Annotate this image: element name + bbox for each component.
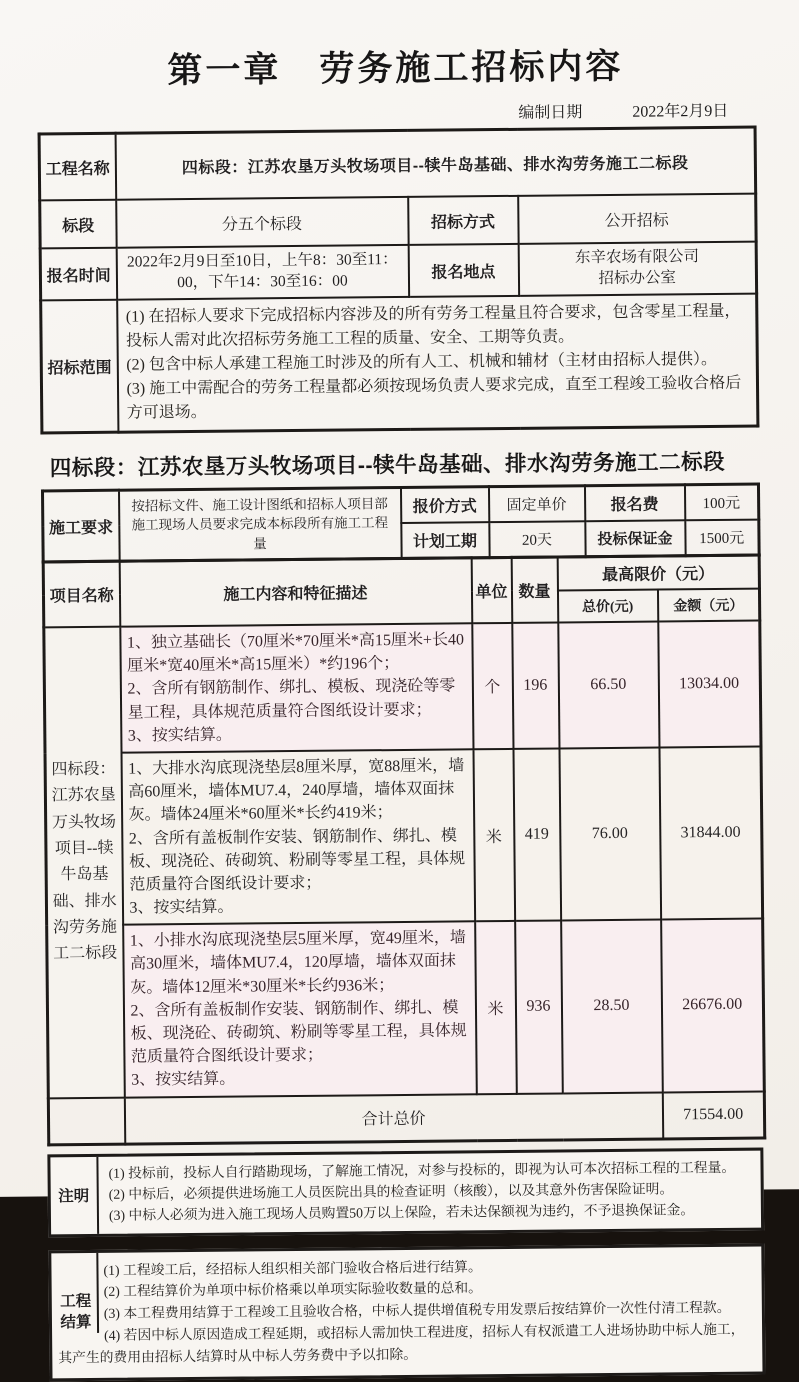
settlement-item: (3) 本工程费用结算于工程竣工且验收合格，中标人提供增值税专用发票后按结算价一次性付清工程款。 — [103, 1300, 731, 1322]
date-value: 2022年2月9日 — [632, 102, 729, 121]
project-name-value: 四标段：江苏农垦万头牧场项目--犊牛岛基础、排水沟劳务施工二标段 — [115, 127, 756, 200]
notes-items — [98, 1150, 761, 1233]
item-group-name: 四标段：江苏农垦万头牧场项目--犊牛岛基础、排水沟劳务施工二标段 — [44, 627, 125, 1098]
item-unit: 米 — [473, 749, 515, 922]
item-unit-price: 76.00 — [559, 747, 661, 920]
col-header-unit-price: 总价(元) — [557, 590, 657, 623]
col-header-amount: 金额（元） — [657, 589, 759, 622]
date-label: 编制日期 — [518, 104, 583, 122]
items-table — [42, 554, 767, 1146]
item-row-3 — [47, 919, 765, 1098]
signup-time-value: 2022年2月9日至10日，上午8：30至11：00，下午14：30至16：00 — [116, 245, 408, 300]
item-amount: 31844.00 — [659, 746, 763, 919]
item-unit: 个 — [472, 623, 513, 749]
col-header-name: 项目名称 — [43, 561, 120, 627]
bid-method-label: 招标方式 — [408, 196, 518, 245]
settlement-items — [51, 1246, 762, 1378]
deposit-label: 投标保证金 — [585, 520, 685, 556]
item-amount: 26676.00 — [661, 919, 765, 1092]
scope-label: 招标范围 — [41, 300, 118, 433]
page-title: 第一章 劳务施工招标内容 — [167, 46, 624, 91]
item-qty: 936 — [515, 921, 563, 1094]
section-value: 分五个标段 — [116, 197, 408, 248]
settlement-label: 工程 结算 — [60, 1292, 92, 1332]
note-item: (1) 投标前，投标人自行踏勘现场，了解施工情况，对参与投标的，即视为认可本次招标工程的工程量。 — [108, 1159, 736, 1181]
item-row-2 — [45, 746, 763, 925]
signup-fee-label: 报名费 — [584, 485, 684, 521]
date-line — [37, 98, 754, 128]
col-header-desc: 施工内容和特征描述 — [119, 558, 472, 627]
total-row — [48, 1091, 764, 1144]
item-desc: 1、小排水沟底现浇垫层5厘米厚，宽49厘米，墙高30厘米，墙体MU7.4，120厚墙，墙体双面抹灰。墙体12厘米*30厘米*长约936米； 2、含所有盖板制作安装、钢筋制作、绑扎、模板、现浇砼、砖砌筑、粉刷等零星工程，具体规范质量符合图纸设计要求； 3、按实结算。 — [123, 922, 477, 1098]
notes-label: 注明 — [50, 1156, 99, 1234]
tender-info-table — [38, 126, 760, 435]
scope-item: (2) 包含中标人承建工程施工时涉及的所有人工、机械和辅材（主材由招标人提供）。 — [126, 350, 718, 374]
bid-method-value: 公开招标 — [518, 194, 756, 244]
deposit-value: 1500元 — [685, 520, 759, 556]
note-item: (3) 中标人必须为进入施工现场人员购置50万以上保险，若未达保额视为违约，不予退换保证金。 — [108, 1202, 695, 1224]
duration-label: 计划工期 — [401, 522, 489, 558]
item-unit-price: 66.50 — [558, 622, 659, 749]
settlement-item: (2) 工程结算价为单项中标价格乘以单项实际验收数量的总和。 — [103, 1280, 483, 1300]
requirements-table — [41, 483, 761, 564]
requirements-label: 施工要求 — [42, 490, 119, 562]
total-empty-cell — [48, 1097, 124, 1144]
signup-row — [40, 242, 756, 301]
settlement-box — [48, 1243, 765, 1381]
total-value: 71554.00 — [662, 1091, 764, 1138]
total-label: 合计总价 — [124, 1092, 662, 1144]
price-mode-value: 固定单价 — [488, 486, 584, 522]
scope-item: (3) 施工中需配合的劳务工程量都必须按现场负责人要求完成，直至工程竣工验收合格后方可退场。 — [126, 374, 742, 422]
section-label: 标段 — [40, 200, 116, 249]
note-item: (2) 中标后，必须提供进场施工人员医院出具的检查证明（核酸），以及其意外伤害保险证明。 — [108, 1181, 674, 1202]
settlement-item: (4) 若因中标人原因造成工程延期，或招标人需加快工程进度，招标人有权派遣工人进场协助中标人施工，其产生的费用由招标人结算时从中标人劳务费中予以扣除。 — [58, 1321, 745, 1366]
item-qty: 419 — [513, 748, 561, 921]
scope-cell — [117, 294, 758, 433]
duration-value: 20天 — [489, 521, 585, 557]
scope-row — [41, 294, 758, 433]
scope-item: (1) 在招标人要求下完成招标内容涉及的所有劳务工程量且符合要求，包含零星工程量，投标人需对此次招标劳务施工工程的质量、安全、工期等负责。 — [125, 302, 741, 350]
col-header-unit: 单位 — [471, 557, 512, 623]
section-row — [40, 194, 756, 249]
notes-box — [47, 1147, 764, 1237]
signup-place-value: 东辛农场有限公司 招标办公室 — [518, 242, 756, 296]
col-header-max-price: 最高限价（元） — [557, 555, 759, 590]
col-header-qty: 数量 — [511, 557, 558, 623]
signup-fee-value: 100元 — [684, 484, 758, 520]
item-unit: 米 — [475, 921, 517, 1094]
item-desc: 1、大排水沟底现浇垫层8厘米厚，宽88厘米，墙高60厘米，墙体MU7.4，240厚墙，墙体双面抹灰。墙体24厘米*60厘米*长约419米； 2、含所有盖板制作安装、钢筋制作、绑扎、模板、现浇砼、砖砌筑、粉刷等零星工程，具体规范质量符合图纸设计要求； 3、按实结算。 — [121, 749, 475, 925]
item-amount: 13034.00 — [658, 621, 761, 748]
price-mode-label: 报价方式 — [400, 487, 488, 523]
project-name-row — [39, 127, 756, 200]
requirements-value: 按招标文件、施工设计图纸和招标人项目部施工现场人员要求完成本标段所有施工工程量 — [118, 487, 401, 561]
settlement-item: (1) 工程竣工后，经招标人组织相关部门验收合格后进行结算。 — [103, 1258, 482, 1278]
item-unit-price: 28.50 — [561, 920, 663, 1093]
item-desc: 1、独立基础长（70厘米*70厘米*高15厘米+长40厘米*宽40厘米*高15厘米）*约196个； 2、含所有钢筋制作、绑扎、模板、现浇砼等零星工程，具体规范质量符合图纸设计要求； 3、按实结算。 — [120, 623, 473, 752]
project-name-label: 工程名称 — [39, 133, 116, 200]
item-row-1 — [44, 621, 761, 754]
signup-place-label: 报名地点 — [408, 244, 518, 297]
signup-time-label: 报名时间 — [40, 248, 116, 301]
section-heading: 四标段：江苏农垦万头牧场项目--犊牛岛基础、排水沟劳务施工二标段 — [49, 449, 726, 481]
item-qty: 196 — [512, 622, 559, 748]
